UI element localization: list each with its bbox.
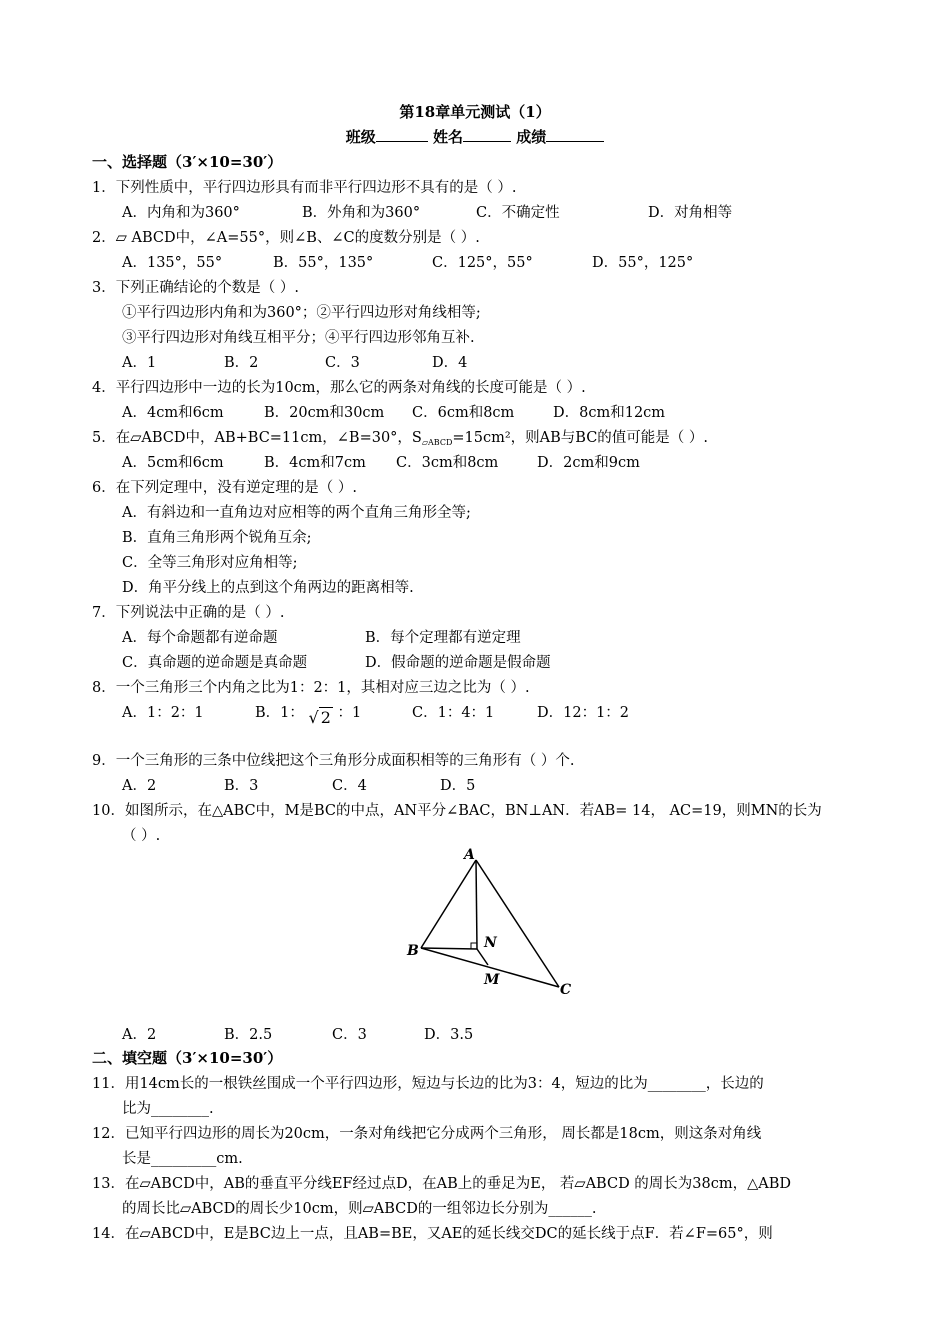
page-title: 第18章单元测试（1）: [399, 103, 551, 121]
q10-option-c: C．3: [332, 1027, 367, 1043]
question-6-stem: 6．在下列定理中，没有逆定理的是（ ）.: [92, 480, 357, 496]
q9-option-a: A．2: [122, 778, 157, 794]
q8-option-c: C．1：4：1: [412, 705, 495, 721]
question-1-stem: 1．下列性质中，平行四边形具有而非平行四边形不具有的是（ ）.: [92, 180, 517, 196]
q8-option-b-suffix: ：1: [337, 705, 362, 721]
q4-option-c: C．6cm和8cm: [412, 405, 515, 421]
question-11-line-2: 比为________.: [122, 1101, 214, 1117]
q9-option-d: D．5: [440, 778, 476, 794]
q3-statement-line-1: ①平行四边形内角和为360°；②平行四边形对角线相等;: [122, 305, 481, 321]
question-4-stem: 4．平行四边形中一边的长为10cm，那么它的两条对角线的长度可能是（ ）.: [92, 380, 586, 396]
point-m-label: M: [484, 972, 500, 988]
q5-area-subscript: ▱ABCD: [421, 438, 453, 447]
q2-option-b: B．55°，135°: [273, 255, 374, 271]
q8-option-d: D．12：1：2: [537, 705, 630, 721]
question-13-line-1: 13．在▱ABCD中，AB的垂直平分线EF经过点D，在AB上的垂足为E， 若▱ABCD 的周长为38cm，△ABD: [92, 1176, 792, 1192]
question-12-line-1: 12．已知平行四边形的周长为20cm，一条对角线把它分成两个三角形， 周长都是18cm，则这条对角线: [92, 1126, 762, 1142]
q3-option-b: B．2: [224, 355, 259, 371]
q5-stem-part-2: =15cm²，则AB与BC的值可能是（ ）.: [452, 430, 709, 446]
q8-option-b-prefix: B．1：: [255, 705, 304, 721]
question-12-line-2: 长是_________cm.: [122, 1151, 243, 1167]
class-blank[interactable]: [376, 127, 428, 142]
vertex-b-label: B: [407, 943, 419, 959]
q2-option-c: C．125°，55°: [432, 255, 533, 271]
question-10-stem-line-2: （ ）.: [122, 828, 161, 844]
q9-option-b: B．3: [224, 778, 259, 794]
name-label: 姓名: [432, 128, 463, 146]
q9-option-c: C．4: [332, 778, 367, 794]
vertex-c-label: C: [560, 982, 572, 998]
score-label: 成绩: [516, 128, 547, 146]
q6-option-a: A．有斜边和一直角边对应相等的两个直角三角形全等;: [122, 505, 471, 521]
question-9-stem: 9．一个三角形的三条中位线把这个三角形分成面积相等的三角形有（ ）个.: [92, 753, 575, 769]
question-11-line-1: 11．用14cm长的一根铁丝围成一个平行四边形，短边与长边的比为3：4，短边的比为________，长边的: [92, 1076, 764, 1092]
q3-option-d: D．4: [432, 355, 468, 371]
q5-option-d: D．2cm和9cm: [537, 455, 640, 471]
question-5-stem: [92, 426, 708, 447]
q4-option-b: B．20cm和30cm: [264, 405, 385, 421]
q8-option-b: [255, 701, 362, 727]
question-3-stem: 3．下列正确结论的个数是（ ）.: [92, 280, 299, 296]
name-blank[interactable]: [463, 127, 511, 142]
vertex-a-label: A: [464, 847, 475, 863]
q7-option-b: B．每个定理都有逆定理: [365, 630, 521, 646]
q2-option-a: A．135°，55°: [122, 255, 223, 271]
sqrt-symbol: √ 2: [308, 708, 331, 727]
q7-option-c: C．真命题的逆命题是真命题: [122, 655, 308, 671]
q4-option-d: D．8cm和12cm: [553, 405, 666, 421]
q1-option-d: D．对角相等: [648, 205, 733, 221]
q10-option-b: B．2.5: [224, 1027, 273, 1043]
section-choice-title: 一、选择题（3′×10=30′）: [92, 153, 283, 171]
question-8-stem: 8．一个三角形三个内角之比为1：2：1，其相对应三边之比为（ ）.: [92, 680, 530, 696]
question-14-line-1: 14．在▱ABCD中，E是BC边上一点，且AB=BE，又AE的延长线交DC的延长线于点F．若∠F=65°，则: [92, 1226, 773, 1242]
q4-option-a: A．4cm和6cm: [122, 405, 224, 421]
q10-option-a: A．2: [122, 1027, 157, 1043]
point-n-label: N: [484, 935, 497, 951]
q1-option-c: C．不确定性: [476, 205, 560, 221]
q3-statement-line-2: ③平行四边形对角线互相平分；④平行四边形邻角互补.: [122, 330, 475, 346]
sqrt-radicand: 2: [320, 708, 331, 727]
q5-option-a: A．5cm和6cm: [122, 455, 224, 471]
question-10-stem-line-1: 10．如图所示，在△ABC中，M是BC的中点，AN平分∠BAC，BN⊥AN．若AB= 14， AC=19，则MN的长为: [92, 803, 822, 819]
question-7-stem: 7．下列说法中正确的是（ ）.: [92, 605, 285, 621]
question-2-stem: 2．▱ ABCD中，∠A=55°，则∠B、∠C的度数分别是（ ）.: [92, 230, 480, 246]
q7-option-a: A．每个命题都有逆命题: [122, 630, 278, 646]
q1-option-a: A．内角和为360°: [122, 205, 240, 221]
student-info-line: [0, 126, 950, 147]
triangle-figure: [400, 840, 590, 1005]
q6-option-d: D．角平分线上的点到这个角两边的距离相等.: [122, 580, 414, 596]
q1-option-b: B．外角和为360°: [302, 205, 421, 221]
q6-option-b: B．直角三角形两个锐角互余;: [122, 530, 312, 546]
question-13-line-2: 的周长比▱ABCD的周长少10cm，则▱ABCD的一组邻边长分别为______.: [122, 1201, 597, 1217]
q6-option-c: C．全等三角形对应角相等;: [122, 555, 298, 571]
q7-option-d: D．假命题的逆命题是假命题: [365, 655, 551, 671]
q2-option-d: D．55°，125°: [592, 255, 694, 271]
class-label: 班级: [345, 128, 376, 146]
q8-option-a: A．1：2：1: [122, 705, 204, 721]
score-blank[interactable]: [546, 127, 604, 142]
q5-option-b: B．4cm和7cm: [264, 455, 366, 471]
q5-stem-part-1: 5．在▱ABCD中，AB+BC=11cm，∠B=30°，S: [92, 430, 422, 446]
q3-option-c: C．3: [325, 355, 360, 371]
q10-option-d: D．3.5: [424, 1027, 474, 1043]
section-fill-title: 二、填空题（3′×10=30′）: [92, 1049, 283, 1067]
q5-option-c: C．3cm和8cm: [396, 455, 499, 471]
q3-option-a: A．1: [122, 355, 157, 371]
